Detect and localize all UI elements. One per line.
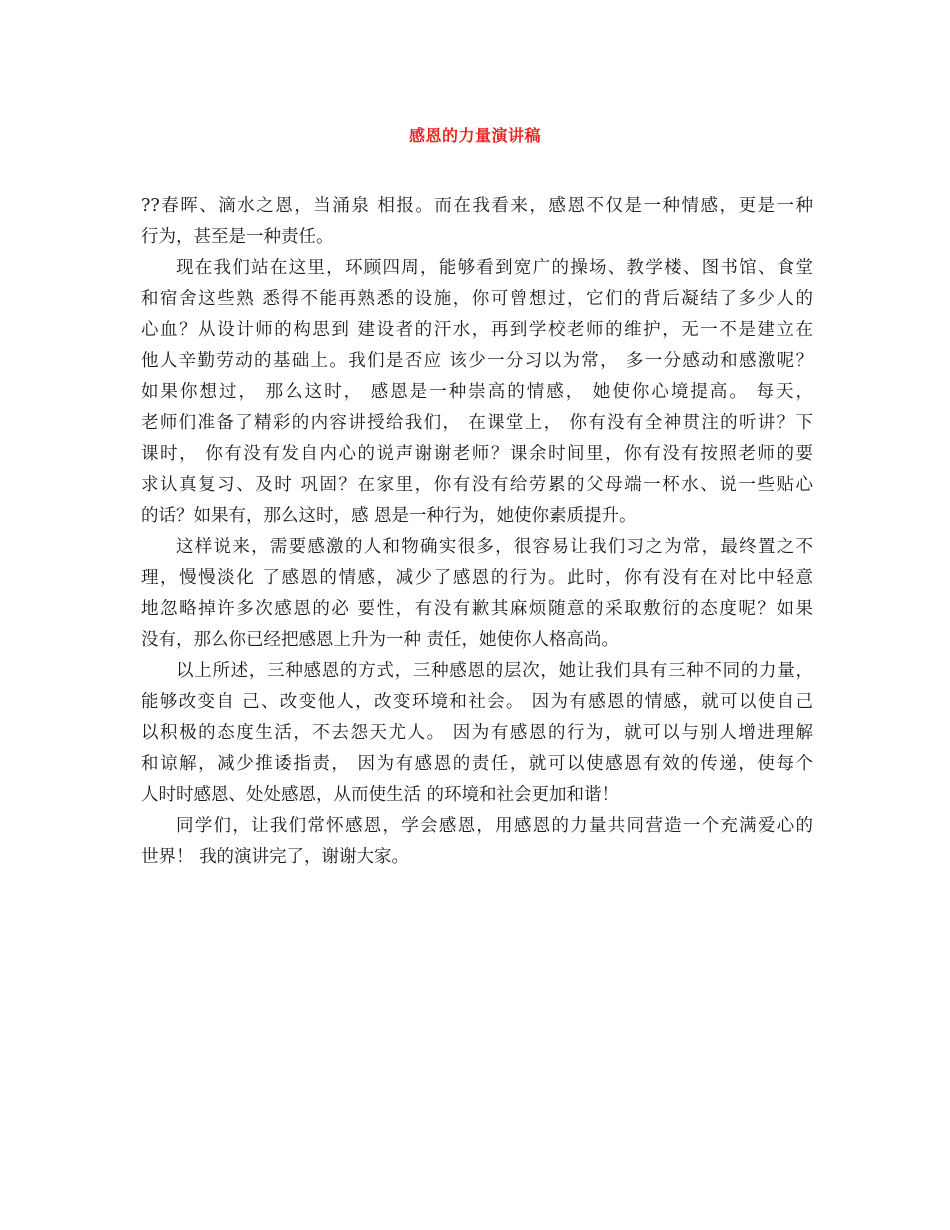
- text-line: 和谅解，减少推诿指责， 因为有感恩的责任，就可以使感恩有效的传递，使每个: [141, 754, 813, 774]
- document-body: [141, 191, 813, 873]
- text-line: 课时， 你有没有发自内心的说声谢谢老师？课余时间里，你有没有按照老师的要: [141, 444, 813, 464]
- text-line: 求认真复习、及时 巩固？在家里，你有没有给劳累的父母端一杯水、说一些贴心: [141, 475, 813, 495]
- text-line: 的话？如果有，那么这时，感 恩是一种行为，她使你素质提升。: [141, 506, 637, 526]
- text-line: 和宿舍这些熟 悉得不能再熟悉的设施，你可曾想过，它们的背后凝结了多少人的: [141, 289, 813, 309]
- text-line: ??春晖、滴水之恩，当涌泉 相报。而在我看来，感恩不仅是一种情感，更是一种: [141, 196, 813, 216]
- text-line: 理，慢慢淡化 了感恩的情感，减少了感恩的行为。此时，你有没有在对比中轻意: [141, 568, 813, 588]
- text-line: 老师们准备了精彩的内容讲授给我们， 在课堂上， 你有没有全神贯注的听讲？下: [141, 413, 813, 433]
- text-line: 他人辛勤劳动的基础上。我们是否应 该少一分习以为常， 多一分感动和感激呢？: [141, 351, 813, 371]
- text-line: 人时时感恩、处处感恩，从而使生活 的环境和社会更加和谐！: [141, 785, 620, 805]
- text-line: 世界！ 我的演讲完了，谢谢大家。: [141, 847, 410, 867]
- document-title: 感恩的力量演讲稿: [408, 126, 541, 145]
- text-line: 这样说来，需要感激的人和物确实很多，很容易让我们习之为常，最终置之不: [176, 537, 813, 557]
- text-line: 现在我们站在这里，环顾四周，能够看到宽广的操场、教学楼、图书馆、食堂: [176, 258, 813, 278]
- text-line: 能够改变自 己、改变他人，改变环境和社会。 因为有感恩的情感，就可以使自己: [141, 692, 813, 712]
- text-line: 以积极的态度生活，不去怨天尤人。 因为有感恩的行为，就可以与别人增进理解: [141, 723, 813, 743]
- text-line: 同学们，让我们常怀感恩，学会感恩，用感恩的力量共同营造一个充满爱心的: [176, 816, 813, 836]
- text-line: 心血？从设计师的构思到 建设者的汗水，再到学校老师的维护，无一不是建立在: [141, 320, 813, 340]
- text-line: 地忽略掉许多次感恩的必 要性，有没有歉其麻烦随意的采取敷衍的态度呢？如果: [141, 599, 813, 619]
- text-line: 如果你想过， 那么这时， 感恩是一种崇高的情感， 她使你心境提高。 每天，: [141, 382, 813, 402]
- text-line: 以上所述，三种感恩的方式，三种感恩的层次，她让我们具有三种不同的力量，: [176, 661, 813, 681]
- text-line: 行为，甚至是一种责任。: [141, 227, 334, 247]
- text-line: 没有，那么你已经把感恩上升为一种 责任，她使你人格高尚。: [141, 630, 620, 650]
